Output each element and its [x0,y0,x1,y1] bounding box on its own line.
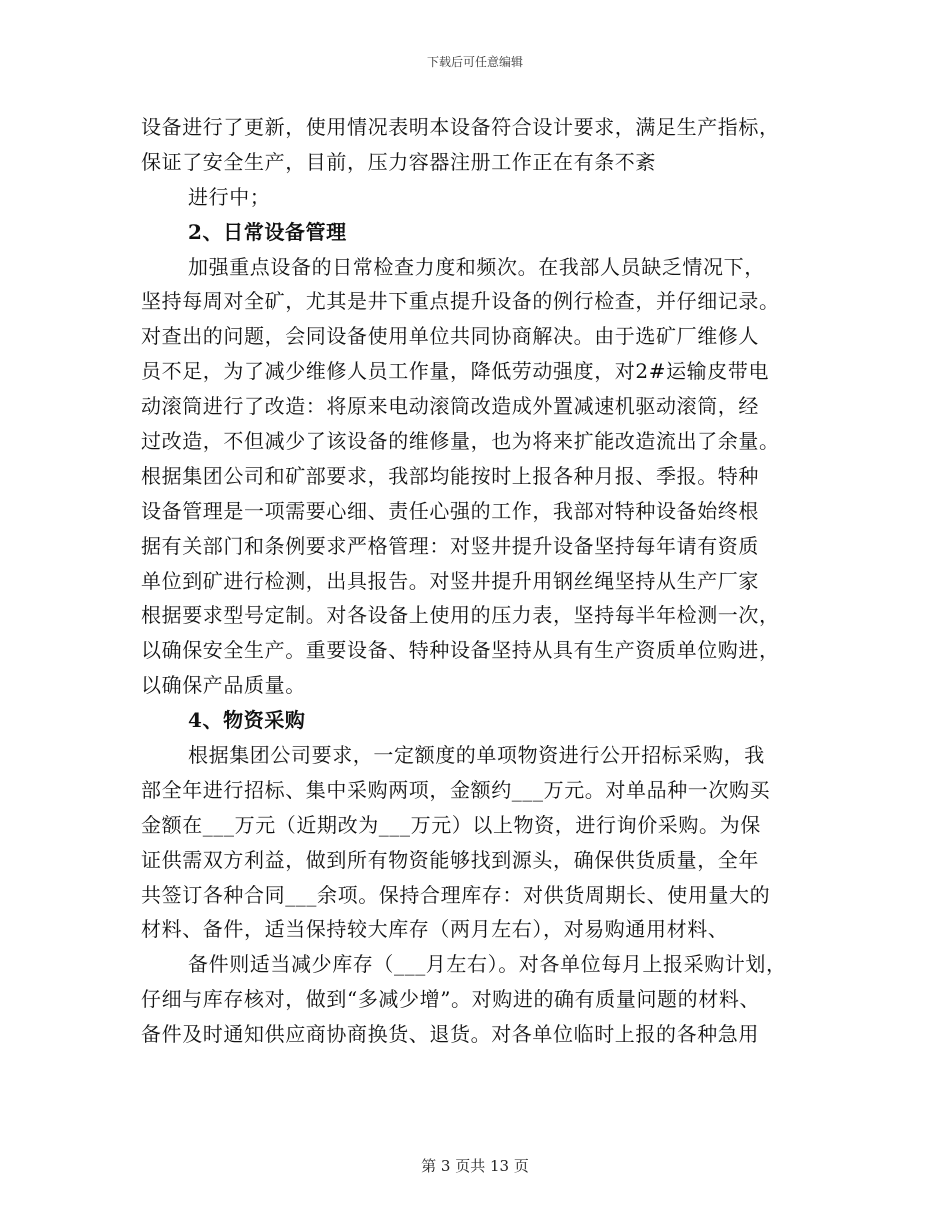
paragraph-line: 备件及时通知供应商协商换货、退货。对各单位临时上报的各种急用 [141,1022,759,1047]
paragraph-line: 设备进行了更新，使用情况表明本设备符合设计要求，满足生产指标， [141,115,780,139]
document-body [141,110,821,1052]
paragraph-line: 证供需双方利益，做到所有物资能够找到源头，确保供货质量，全年 [141,847,759,872]
paragraph-line: 加强重点设备的日常检查力度和频次。在我部人员缺乏情况下， [188,254,765,279]
paragraph-line: 过改造，不但减少了该设备的维修量，也为将来扩能改造流出了余量。 [141,429,780,454]
paragraph-line: 共签订各种合同___余项。保持合理库存：对供货周期长、使用量大的 [141,882,771,907]
section-heading: 2、日常设备管理 [188,219,347,244]
paragraph-line: 以确保安全生产。重要设备、特种设备坚持从具有生产资质单位购进， [141,638,780,663]
paragraph-line: 根据集团公司和矿部要求，我部均能按时上报各种月报、季报。特种 [141,463,759,488]
paragraph-line: 设备管理是一项需要心细、责任心强的工作，我部对特种设备始终根 [141,498,759,523]
page-number: 第 3 页共 13 页 [421,1157,529,1175]
section-heading: 4、物资采购 [188,708,306,733]
paragraph-line: 员不足，为了减少维修人员工作量，降低劳动强度，对2#运输皮带电 [141,359,770,384]
paragraph-line: 据有关部门和条例要求严格管理：对竖井提升设备坚持每年请有资质 [141,533,759,558]
paragraph-line: 根据集团公司要求，一定额度的单项物资进行公开招标采购，我 [188,743,765,768]
paragraph-line: 材料、备件，适当保持较大库存（两月左右），对易购通用材料、 [141,917,729,942]
paragraph-line: 根据要求型号定制。对各设备上使用的压力表，坚持每半年检测一次， [141,603,780,628]
paragraph-line: 金额在___万元（近期改为___万元）以上物资，进行询价采购。为保 [141,812,761,837]
paragraph-line: 坚持每周对全矿，尤其是井下重点提升设备的例行检查，并仔细记录。 [141,289,780,314]
paragraph-line: 保证了安全生产，目前，压力容器注册工作正在有条不紊 [141,149,656,174]
paragraph-line: 部全年进行招标、集中采购两项，金额约___万元。对单品种一次购买 [141,777,771,802]
paragraph-line: 单位到矿进行检测，出具报告。对竖井提升用钢丝绳坚持从生产厂家 [141,568,759,593]
paragraph-line: 对查出的问题，会同设备使用单位共同协商解决。由于选矿厂维修人 [141,324,759,349]
paragraph-line: 动滚筒进行了改造：将原来电动滚筒改造成外置减速机驱动滚筒，经 [141,394,759,419]
paragraph-line: 备件则适当减少库存（___月左右）。对各单位每月上报采购计划， [188,952,787,977]
paragraph-line: 进行中； [188,184,271,209]
page-header-note: 下载后可任意编辑 [426,55,523,69]
paragraph-line: 仔细与库存核对，做到“多减少增”。对购进的确有质量问题的材料、 [141,987,761,1012]
paragraph-line: 以确保产品质量。 [141,673,306,698]
